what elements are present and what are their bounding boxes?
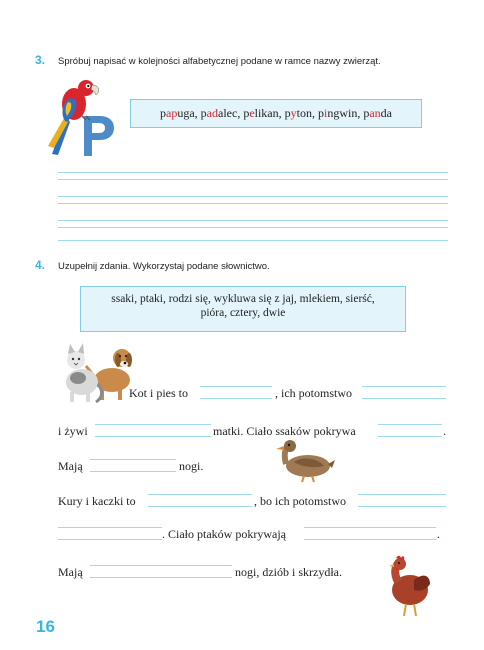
answer-line-upper[interactable] — [358, 494, 446, 495]
sentence-2-start: i żywi — [58, 424, 88, 438]
cat-and-dog-illustration — [56, 338, 138, 406]
answer-blank-7[interactable] — [358, 506, 446, 507]
writing-line[interactable] — [58, 179, 448, 180]
answer-blank-1[interactable] — [200, 398, 272, 399]
vocabulary-line-1: ssaki, ptaki, rodzi się, wykluwa się z jaj, mlekiem, sierść, — [111, 293, 375, 305]
writing-line[interactable] — [58, 240, 448, 241]
writing-line[interactable] — [58, 172, 448, 173]
answer-line-upper[interactable] — [90, 565, 232, 566]
page-number: 16 — [36, 617, 55, 636]
sentence-3-end: nogi. — [179, 459, 204, 473]
answer-blank-2[interactable] — [362, 398, 446, 399]
writing-line[interactable] — [58, 227, 448, 228]
parrot-letter-p-illustration — [46, 76, 116, 160]
answer-line-upper[interactable] — [90, 459, 176, 460]
sentence-4-start: Kury i kaczki to — [58, 494, 136, 508]
answer-blank-8[interactable] — [58, 539, 162, 540]
word-box-animals — [130, 99, 422, 128]
sentence-5-middle: . Ciało ptaków pokrywają — [162, 527, 286, 541]
task-number-4: 4. — [35, 258, 46, 272]
task-3-instruction: Spróbuj napisać w kolejności alfabetycznej podane w ramce nazwy zwierząt. — [58, 56, 381, 67]
answer-line-upper[interactable] — [378, 424, 442, 425]
answer-blank-9[interactable] — [304, 539, 436, 540]
word-padalec: padalec, — [200, 106, 244, 120]
answer-line-upper[interactable] — [148, 494, 252, 495]
sentence-1-start: Kot i pies to — [129, 386, 188, 400]
task-4-instruction: Uzupełnij zdania. Wykorzystaj podane słownictwo. — [58, 261, 270, 272]
sentence-6-end: nogi, dziób i skrzydła. — [235, 565, 342, 579]
sentence-2-middle: matki. Ciało ssaków pokrywa — [213, 424, 356, 438]
vocabulary-box — [80, 286, 406, 332]
sentence-6-start: Mają — [58, 565, 83, 579]
word-pelikan: pelikan, — [243, 106, 285, 120]
answer-blank-6[interactable] — [148, 506, 252, 507]
sentence-2-end: . — [443, 424, 446, 438]
answer-line-upper[interactable] — [362, 386, 446, 387]
sentence-1-middle: , ich potomstwo — [275, 386, 352, 400]
duck-illustration — [274, 438, 336, 484]
word-pyton: pyton, — [284, 106, 318, 120]
writing-line[interactable] — [58, 196, 448, 197]
answer-line-upper[interactable] — [200, 386, 272, 387]
word-pingwin: pingwin, — [317, 106, 364, 120]
answer-line-upper[interactable] — [58, 527, 162, 528]
word-papuga: papuga, — [160, 106, 201, 120]
hen-illustration — [384, 554, 434, 618]
sentence-3-start: Mają — [58, 459, 83, 473]
writing-line[interactable] — [58, 203, 448, 204]
vocabulary-line-2: pióra, cztery, dwie — [200, 307, 286, 319]
task-number-3: 3. — [35, 53, 46, 67]
answer-line-upper[interactable] — [95, 424, 211, 425]
answer-blank-5[interactable] — [90, 471, 176, 472]
answer-blank-4[interactable] — [378, 436, 442, 437]
writing-line[interactable] — [58, 220, 448, 221]
sentence-4-middle: , bo ich potomstwo — [254, 494, 346, 508]
answer-blank-3[interactable] — [95, 436, 211, 437]
answer-blank-10[interactable] — [90, 577, 232, 578]
answer-line-upper[interactable] — [304, 527, 436, 528]
word-panda: panda — [363, 106, 392, 120]
sentence-5-end: . — [437, 527, 440, 541]
